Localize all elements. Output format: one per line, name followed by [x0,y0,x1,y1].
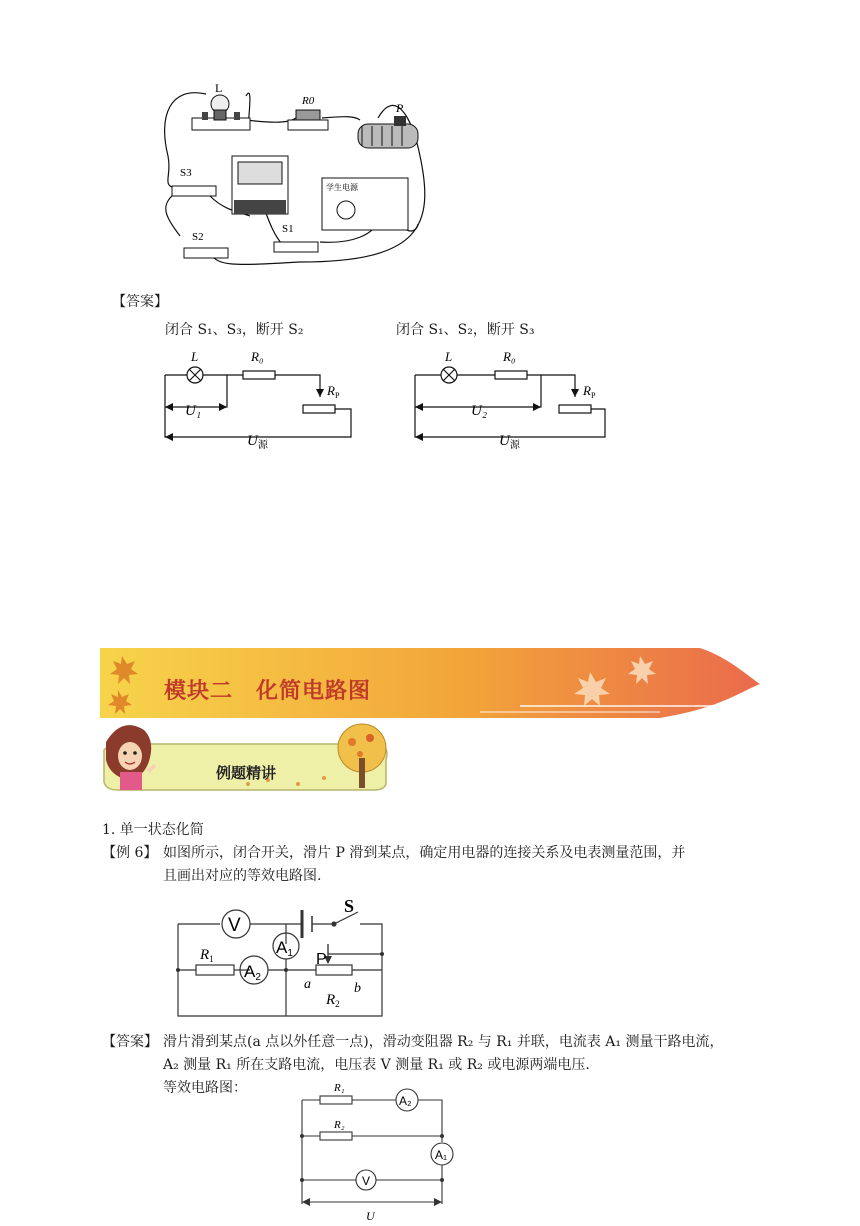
answer6-line2: A₂ 测量 R₁ 所在支路电流，电压表 V 测量 R₁ 或 R₂ 或电源两端电压. [163,1057,590,1073]
example6-circuit [170,892,390,1022]
eq-v-label: V [362,1174,371,1188]
slider-label: P [396,101,404,115]
power-supply-apparatus [322,178,408,230]
switch-s1-apparatus [274,223,318,252]
lamp-label: L [215,81,223,95]
u2-label: U₂ [471,403,488,419]
eq-u-label: U [366,1209,375,1223]
s3-label: S3 [180,167,192,179]
badge-title: 例题精讲 [216,764,277,782]
resistor-r0-apparatus [288,95,328,130]
ammeter-a2-label: A2 [244,962,261,983]
r0-label-b: R₀ [503,349,516,364]
r0-label: R0 [302,95,315,107]
switch-s2-apparatus [184,231,228,258]
example6-tag: 【例 6】 [102,845,158,861]
example6-equivalent-circuit [290,1078,460,1224]
answer6-line1: 滑片滑到某点(a 点以外任意一点)，滑动变阻器 R₂ 与 R₁ 并联，电流表 A₁ 测量干路电流， [163,1034,724,1050]
r0-label-a: R₀ [251,349,264,364]
r2-label: $R_2$ [326,992,340,1009]
usrc-label-b: $U_源$ [499,433,520,451]
answer6-tag: 【答案】 [102,1034,158,1050]
module-banner [100,648,760,720]
usrc-label-a: $U_源$ [247,433,268,451]
example-badge [98,720,394,792]
eq-a2-label: A₂ [399,1094,412,1108]
example6-line1: 如图所示，闭合开关，滑片 P 滑到某点，确定用电器的连接关系及电表测量范围，并 [163,845,686,861]
r1-label: $R_1$ [200,947,214,964]
example6-line2: 且画出对应的等效电路图. [163,868,322,884]
voltmeter-label: V [228,915,241,936]
s2-label: S2 [192,231,204,243]
switch-label: S [344,896,355,916]
u1-label: U₁ [185,403,202,419]
rp-label-a: $R_P$ [327,383,340,400]
meter-apparatus [232,156,288,214]
answer1-case-a: 闭合 S₁、S₃，断开 S₂ [165,322,304,338]
apparatus-figure [150,76,450,276]
equivalent-circuit-a [155,345,365,455]
power-label: 学生电源 [326,183,358,192]
lamp-apparatus [192,81,250,130]
eq-r1-label: R₁ [334,1082,345,1094]
eq-a1-label: A₁ [435,1148,448,1162]
point-b-label: b [354,981,361,996]
answer1-case-b: 闭合 S₁、S₂，断开 S₃ [396,322,535,338]
answer6-line3: 等效电路图： [163,1080,247,1096]
eq-r2-label: R₂ [334,1119,345,1131]
answer1-tag: 【答案】 [112,294,168,310]
slider-p-label: P [316,951,327,968]
ammeter-a1-label: A1 [276,938,293,959]
point-a-label: a [304,977,311,992]
module-title: 模块二 化简电路图 [164,679,372,704]
lamp-l-label: L [191,349,199,364]
section-heading: 1. 单一状态化简 [102,822,204,838]
s1-label: S1 [282,223,294,235]
lamp-l-label-b: L [445,349,453,364]
equivalent-circuit-b [405,345,615,455]
switch-s3-apparatus [172,167,216,196]
rheostat-apparatus [358,101,418,148]
rp-label-b: $R_P$ [583,383,596,400]
